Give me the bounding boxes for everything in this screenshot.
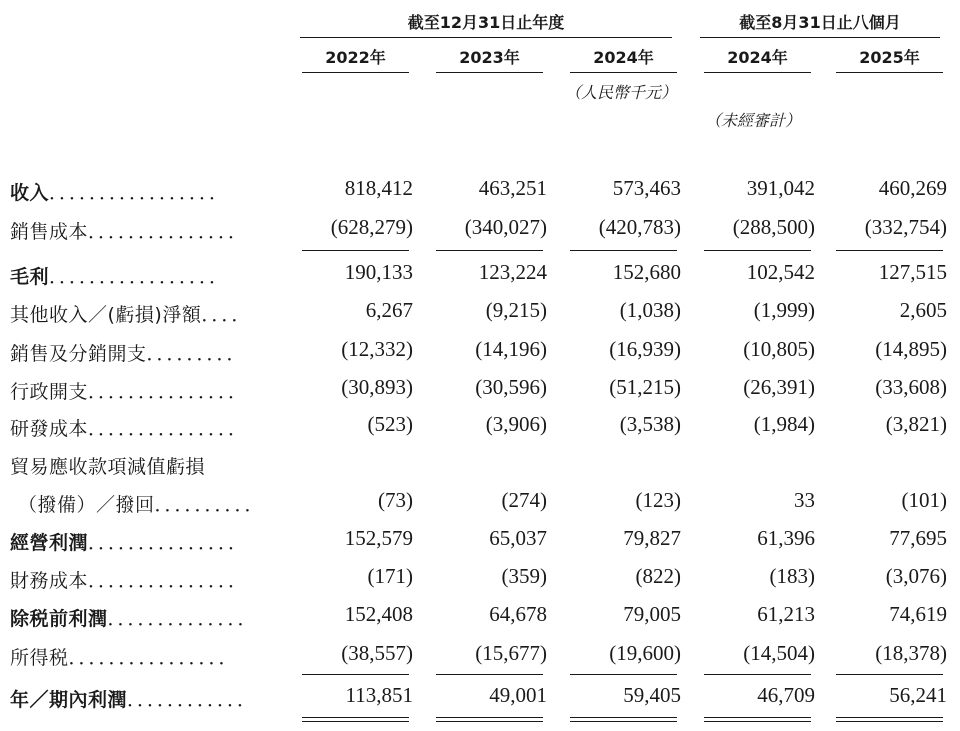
subtotal-rule xyxy=(302,674,409,675)
value-cell: 2,605 xyxy=(899,298,947,322)
year-header-rule xyxy=(836,72,943,73)
value-cell: 152,408 xyxy=(344,602,413,626)
year-header: 2022年 xyxy=(325,48,386,67)
subtotal-rule xyxy=(302,250,409,251)
value-cell: (420,783) xyxy=(598,215,681,239)
row-label xyxy=(10,414,272,441)
dot-leader: ．．．．．．．．．．．．．．． xyxy=(88,381,248,403)
year-header-rule xyxy=(436,72,543,73)
row-label-text: 銷售及分銷開支 xyxy=(10,343,147,365)
subtotal-rule xyxy=(436,250,543,251)
value-cell: 56,241 xyxy=(889,683,947,707)
value-cell: 61,396 xyxy=(757,526,815,550)
value-cell: 127,515 xyxy=(878,260,947,284)
row-label xyxy=(10,604,272,631)
value-cell: (33,608) xyxy=(875,375,947,399)
row-label-text: 研發成本 xyxy=(10,418,89,440)
double-underline xyxy=(302,717,409,718)
row-label xyxy=(10,377,272,404)
value-cell: 77,695 xyxy=(889,526,947,550)
dot-leader: ．．．．．．．．．． xyxy=(154,494,265,516)
value-cell: (183) xyxy=(769,564,815,588)
value-cell: (274) xyxy=(501,488,547,512)
subtotal-rule xyxy=(704,250,811,251)
value-cell: (10,805) xyxy=(743,337,815,361)
value-cell: (123) xyxy=(635,488,681,512)
subtotal-rule xyxy=(836,674,943,675)
value-cell: 123,224 xyxy=(478,260,547,284)
row-label xyxy=(10,300,272,327)
value-cell: 6,267 xyxy=(365,298,413,322)
row-label xyxy=(10,685,272,712)
double-underline xyxy=(436,721,543,722)
value-cell: (359) xyxy=(501,564,547,588)
value-cell: 61,213 xyxy=(757,602,815,626)
double-underline xyxy=(570,721,677,722)
value-cell: (26,391) xyxy=(743,375,815,399)
value-cell: 79,005 xyxy=(623,602,681,626)
double-underline xyxy=(836,721,943,722)
subtotal-rule xyxy=(704,674,811,675)
row-label xyxy=(10,178,272,205)
dot-leader: ．．．．．．．．．．．．．．． xyxy=(88,418,248,440)
dot-leader: ．．．．．．．．．．．．．． xyxy=(107,608,258,630)
double-underline xyxy=(302,721,409,722)
group-header-rule xyxy=(700,37,940,38)
year-header: 2024年 xyxy=(593,48,654,67)
row-label-text: 行政開支 xyxy=(10,381,89,403)
value-cell: 573,463 xyxy=(612,176,681,200)
row-label-text: 貿易應收款項減值虧損 xyxy=(10,456,206,478)
double-underline xyxy=(704,717,811,718)
row-label-text: 財務成本 xyxy=(10,570,89,592)
subtotal-rule xyxy=(570,674,677,675)
year-header-rule xyxy=(704,72,811,73)
value-cell: (38,557) xyxy=(341,641,413,665)
dot-leader: ．．．．．．．．．．．．．．．． xyxy=(68,647,239,669)
value-cell: (101) xyxy=(901,488,947,512)
value-cell: (18,378) xyxy=(875,641,947,665)
value-cell: (73) xyxy=(378,488,413,512)
dot-leader: ．．．． xyxy=(201,304,251,326)
value-cell: 818,412 xyxy=(344,176,413,200)
row-label-text: （撥備）／撥回 xyxy=(18,494,155,516)
value-cell: (523) xyxy=(367,412,413,436)
row-label xyxy=(10,262,272,289)
value-cell: 74,619 xyxy=(889,602,947,626)
value-cell: 46,709 xyxy=(757,683,815,707)
row-label xyxy=(10,566,272,593)
value-cell: 65,037 xyxy=(489,526,547,550)
value-cell: (14,504) xyxy=(743,641,815,665)
row-label-text: 其他收入／(虧損)淨額 xyxy=(10,304,202,326)
double-underline xyxy=(436,717,543,718)
subtotal-rule xyxy=(436,674,543,675)
year-header-rule xyxy=(570,72,677,73)
double-underline xyxy=(836,717,943,718)
value-cell: (19,600) xyxy=(609,641,681,665)
dot-leader: ．．．．．．．．．．．．．．． xyxy=(88,532,248,554)
group-header-eight-months: 截至8月31日止八個月 xyxy=(739,13,901,32)
value-cell: (14,196) xyxy=(475,337,547,361)
subtotal-rule xyxy=(836,250,943,251)
double-underline xyxy=(704,721,811,722)
row-label xyxy=(10,643,272,670)
value-cell: 113,851 xyxy=(345,683,413,707)
value-cell: (51,215) xyxy=(609,375,681,399)
value-cell: 79,827 xyxy=(623,526,681,550)
row-label xyxy=(18,490,272,517)
value-cell: 64,678 xyxy=(489,602,547,626)
value-cell: (1,984) xyxy=(753,412,815,436)
row-label-text: 銷售成本 xyxy=(10,221,89,243)
value-cell: (3,821) xyxy=(885,412,947,436)
year-header: 2024年 xyxy=(727,48,788,67)
value-cell: (16,939) xyxy=(609,337,681,361)
value-cell: (12,332) xyxy=(341,337,413,361)
year-header-rule xyxy=(302,72,409,73)
value-cell: (30,596) xyxy=(475,375,547,399)
dot-leader: ．．．．．．．．．．．． xyxy=(127,689,257,711)
dot-leader: ．．．．．．．．．．．．．．． xyxy=(88,570,248,592)
value-cell: 463,251 xyxy=(478,176,547,200)
value-cell: (3,906) xyxy=(485,412,547,436)
row-label-text: 收入 xyxy=(10,182,50,204)
row-label xyxy=(10,339,272,366)
value-cell: (1,999) xyxy=(753,298,815,322)
value-cell: (3,538) xyxy=(619,412,681,436)
group-header-fiscal-year: 截至12月31日止年度 xyxy=(407,13,565,32)
value-cell: (340,027) xyxy=(464,215,547,239)
value-cell: 152,680 xyxy=(612,260,681,284)
row-label-text: 除税前利潤 xyxy=(10,608,108,630)
row-label xyxy=(10,528,272,555)
row-label-text: 年／期內利潤 xyxy=(10,689,128,711)
dot-leader: ．．．．．．．．． xyxy=(146,343,247,365)
currency-note: （人民幣千元） xyxy=(565,83,678,102)
double-underline xyxy=(570,717,677,718)
value-cell: 102,542 xyxy=(746,260,815,284)
value-cell: 59,405 xyxy=(623,683,681,707)
subtotal-rule xyxy=(570,250,677,251)
value-cell: (14,895) xyxy=(875,337,947,361)
row-label xyxy=(10,217,272,244)
dot-leader: ．．．．．．．．．．．．．．．．． xyxy=(49,266,229,288)
row-label-text: 所得税 xyxy=(10,647,69,669)
value-cell: 190,133 xyxy=(344,260,413,284)
value-cell: (3,076) xyxy=(885,564,947,588)
value-cell: 33 xyxy=(794,488,815,512)
row-label-text: 經營利潤 xyxy=(10,532,89,554)
dot-leader: ．．．．．．．．．．．．．．． xyxy=(88,221,248,243)
value-cell: (171) xyxy=(367,564,413,588)
value-cell: (1,038) xyxy=(619,298,681,322)
value-cell: (288,500) xyxy=(732,215,815,239)
row-label-text: 毛利 xyxy=(10,266,50,288)
group-header-rule xyxy=(300,37,672,38)
value-cell: (9,215) xyxy=(485,298,547,322)
value-cell: (30,893) xyxy=(341,375,413,399)
value-cell: (332,754) xyxy=(864,215,947,239)
value-cell: (628,279) xyxy=(330,215,413,239)
value-cell: 49,001 xyxy=(489,683,547,707)
value-cell: 460,269 xyxy=(878,176,947,200)
value-cell: (822) xyxy=(635,564,681,588)
value-cell: 152,579 xyxy=(344,526,413,550)
year-header: 2025年 xyxy=(859,48,920,67)
dot-leader: ．．．．．．．．．．．．．．．．． xyxy=(49,182,229,204)
value-cell: (15,677) xyxy=(475,641,547,665)
value-cell: 391,042 xyxy=(746,176,815,200)
unaudited-note: （未經審計） xyxy=(705,111,802,130)
row-label xyxy=(10,452,272,479)
year-header: 2023年 xyxy=(459,48,520,67)
